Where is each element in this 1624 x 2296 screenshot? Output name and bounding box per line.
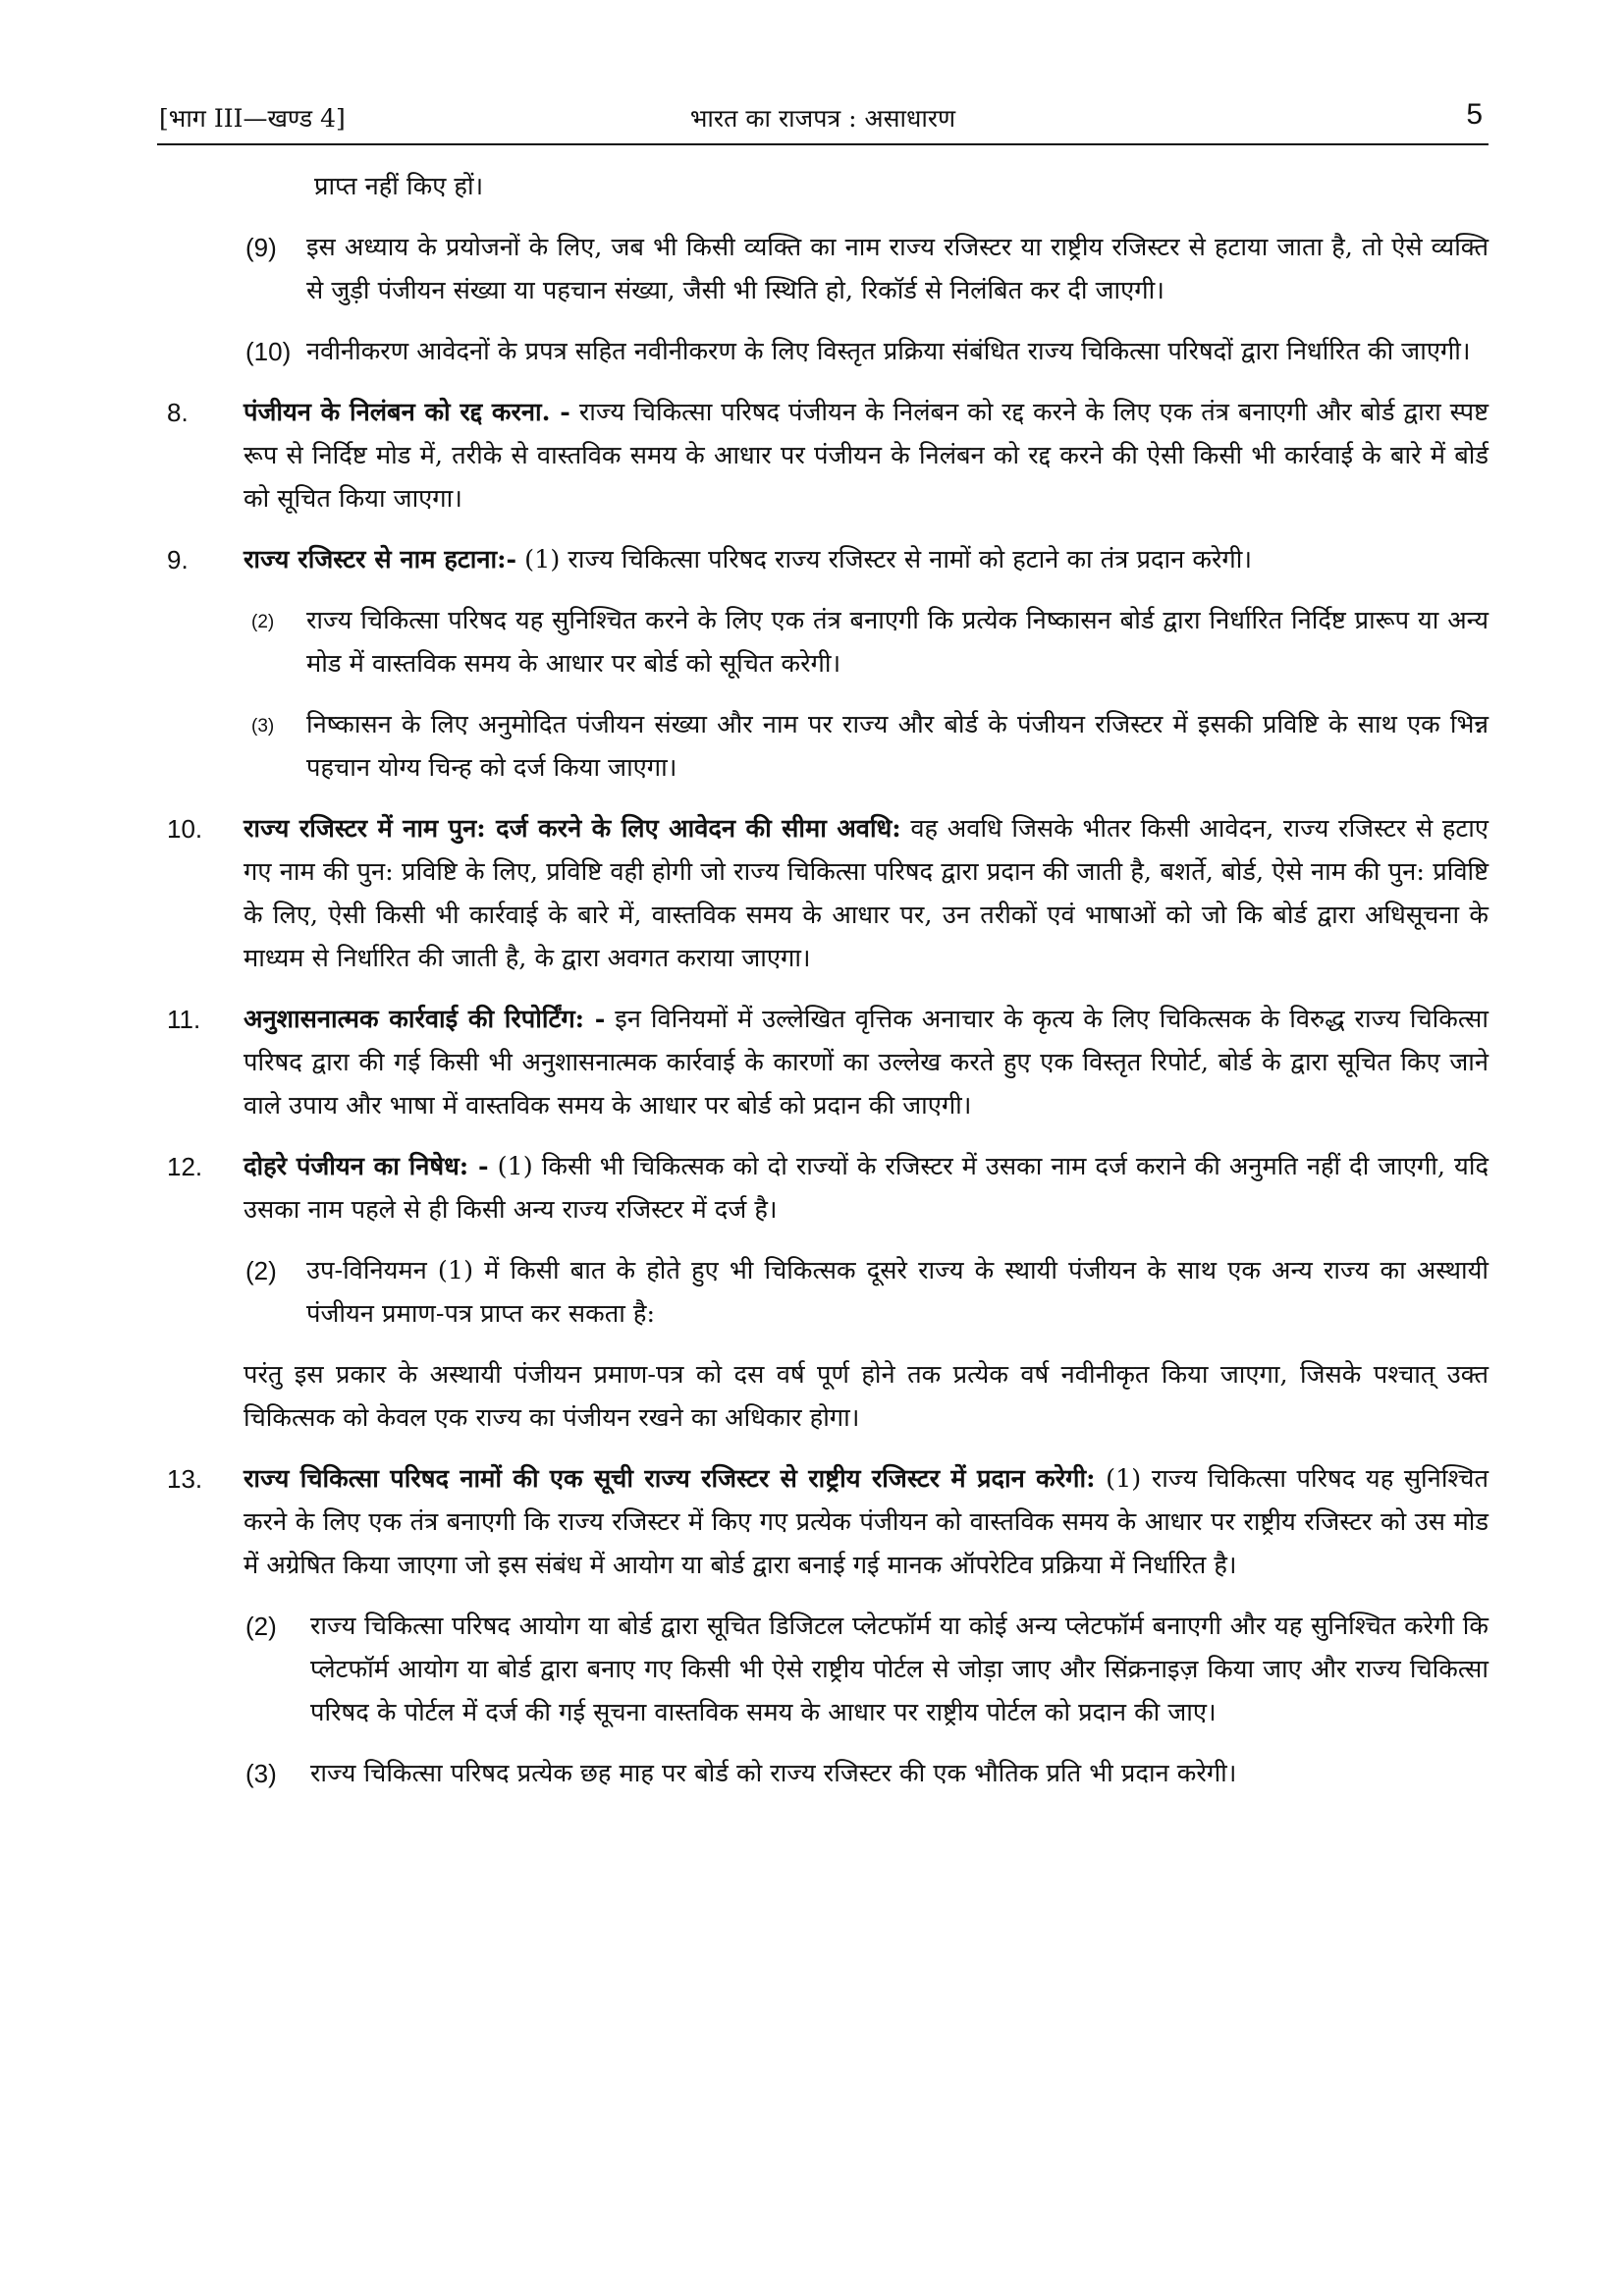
subsection-text: इस अध्याय के प्रयोजनों के लिए, जब भी किसी व्यक्ति का नाम राज्य रजिस्टर या राष्ट्रीय रजिस्टर से हटाया जाता है, तो ऐसे व्यक्ति से जुड़ी पंजीयन संख्या या पहचान संख्या, जैसी भी स्थिति हो, रिकॉर्ड से निलंबित कर दी जाएगी।	[306, 233, 1489, 305]
subsection-text: निष्कासन के लिए अनुमोदित पंजीयन संख्या और नाम पर राज्य और बोर्ड के पंजीयन रजिस्टर में इसकी प्रविष्टि के साथ एक भिन्न पहचान योग्य चिन्ह को दर्ज किया जाएगा।	[306, 710, 1489, 783]
section-heading: राज्य रजिस्टर से नाम हटाना:-	[244, 545, 517, 574]
page-number: 5	[1466, 98, 1483, 131]
section-13-sub-3	[245, 1752, 1489, 1795]
section-number: 10.	[167, 814, 203, 844]
section-8	[157, 391, 1489, 520]
subsection-number: (3)	[245, 1759, 277, 1788]
subsection-number: (3)	[251, 716, 275, 737]
section-number: 8.	[167, 398, 189, 427]
subsection-text: राज्य चिकित्सा परिषद यह सुनिश्चित करने के लिए एक तंत्र बनाएगी कि प्रत्येक निष्कासन बोर्ड द्वारा निर्धारित निर्दिष्ट प्रारूप या अन्य मोड में वास्तविक समय के आधार पर बोर्ड को सूचित करेगी।	[306, 606, 1489, 679]
section-13-sub-2	[245, 1605, 1489, 1734]
section-9	[157, 538, 1489, 581]
section-10	[157, 807, 1489, 980]
section-9-sub-2	[245, 599, 1489, 685]
section-number: 13.	[167, 1464, 203, 1494]
section-heading: दोहरे पंजीयन का निषेध: -	[244, 1152, 489, 1181]
page-header	[157, 98, 1489, 145]
section-text: (1) राज्य चिकित्सा परिषद राज्य रजिस्टर से नामों को हटाने का तंत्र प्रदान करेगी।	[516, 545, 1253, 574]
subsection-text: नवीनीकरण आवेदनों के प्रपत्र सहित नवीनीकरण के लिए विस्तृत प्रक्रिया संबंधित राज्य चिकित्सा परिषदों द्वारा निर्धारित की जाएगी।	[306, 337, 1471, 366]
continuation-text: प्राप्त नहीं किए हों।	[314, 172, 484, 201]
section-heading: अनुशासनात्मक कार्रवाई की रिपोर्टिंग: -	[244, 1005, 606, 1034]
subsection-number: (2)	[251, 612, 275, 632]
section-text: (1) राज्य चिकित्सा परिषद यह सुनिश्चित करने के लिए एक तंत्र बनाएगी कि राज्य रजिस्टर में किए गए प्रत्येक पंजीयन को वास्तविक समय के आधार पर राष्ट्रीय रजिस्टर को उस मोड में अग्रेषित किया जाएगा जो इस संबंध में आयोग या बोर्ड द्वारा बनाई गई मानक ऑपरेटिव प्रक्रिया में निर्धारित है।	[244, 1464, 1489, 1580]
subsection-text: उप-विनियमन (1) में किसी बात के होते हुए भी चिकित्सक दूसरे राज्य के स्थायी पंजीयन के साथ एक अन्य राज्य का अस्थायी पंजीयन प्रमाण-पत्र प्राप्त कर सकता है:	[306, 1256, 1489, 1329]
subsection-number: (2)	[245, 1256, 277, 1285]
section-heading: पंजीयन के निलंबन को रद्द करना. -	[244, 398, 570, 427]
section-number: 11.	[167, 1005, 201, 1034]
section-heading: राज्य चिकित्सा परिषद नामों की एक सूची राज्य रजिस्टर से राष्ट्रीय रजिस्टर में प्रदान करेगी:	[244, 1464, 1096, 1494]
section-9-sub-3	[245, 703, 1489, 790]
section-heading: राज्य रजिस्टर में नाम पुन: दर्ज करने के लिए आवेदन की सीमा अवधि:	[244, 814, 901, 844]
section-number: 9.	[167, 545, 189, 574]
subsection-9	[245, 226, 1489, 312]
section-12-sub-2	[245, 1249, 1489, 1336]
section-12	[157, 1145, 1489, 1231]
section-11	[157, 998, 1489, 1127]
section-12-proviso: परंतु इस प्रकार के अस्थायी पंजीयन प्रमाण-पत्र को दस वर्ष पूर्ण होने तक प्रत्येक वर्ष नवीनीकृत किया जाएगा, जिसके पश्चात् उक्त चिकित्सक को केवल एक राज्य का पंजीयन रखने का अधिकार होगा।	[244, 1360, 1489, 1433]
subsection-text: राज्य चिकित्सा परिषद प्रत्येक छह माह पर बोर्ड को राज्य रजिस्टर की एक भौतिक प्रति भी प्रदान करेगी।	[310, 1759, 1237, 1788]
subsection-number: (9)	[245, 233, 277, 262]
subsection-10	[245, 330, 1489, 373]
section-13	[157, 1457, 1489, 1587]
document-body	[157, 165, 1489, 1813]
section-text: (1) किसी भी चिकित्सक को दो राज्यों के रजिस्टर में उसका नाम दर्ज कराने की अनुमति नहीं दी जाएगी, यदि उसका नाम पहले से ही किसी अन्य राज्य रजिस्टर में दर्ज है।	[244, 1152, 1489, 1225]
section-text: वह अवधि जिसके भीतर किसी आवेदन, राज्य रजिस्टर से हटाए गए नाम की पुन: प्रविष्टि के लिए, प्रविष्टि वही होगी जो राज्य चिकित्सा परिषद द्वारा प्रदान की जाती है, बशर्ते, बोर्ड, ऐसे नाम की पुन: प्रविष्टि के लिए, ऐसी किसी भी कार्रवाई के बारे में, वास्तविक समय के आधार पर, उन तरीकों एवं भाषाओं को जो कि बोर्ड द्वारा अधिसूचना के माध्यम से निर्धारित की जाती है, के द्वारा अवगत कराया जाएगा।	[244, 814, 1489, 973]
subsection-number: (10)	[245, 337, 292, 366]
header-part-section: [भाग III—खण्ड 4]	[159, 104, 346, 133]
header-gazette-title: भारत का राजपत्र : असाधारण	[689, 104, 956, 133]
section-text: राज्य चिकित्सा परिषद पंजीयन के निलंबन को रद्द करने के लिए एक तंत्र बनाएगी और बोर्ड द्वारा स्पष्ट रूप से निर्दिष्ट मोड में, तरीके से वास्तविक समय के आधार पर पंजीयन के निलंबन को रद्द करने की ऐसी किसी भी कार्रवाई के बारे में बोर्ड को सूचित किया जाएगा।	[244, 398, 1489, 514]
section-text: इन विनियमों में उल्लेखित वृत्तिक अनाचार के कृत्य के लिए चिकित्सक के विरुद्ध राज्य चिकित्सा परिषद द्वारा की गई किसी भी अनुशासनात्मक कार्रवाई के कारणों का उल्लेख करते हुए एक विस्तृत रिपोर्ट, बोर्ड के द्वारा सूचित किए जाने वाले उपाय और भाषा में वास्तविक समय के आधार पर बोर्ड को प्रदान की जाएगी।	[244, 1005, 1489, 1121]
subsection-number: (2)	[245, 1612, 277, 1641]
section-number: 12.	[167, 1152, 203, 1181]
subsection-text: राज्य चिकित्सा परिषद आयोग या बोर्ड द्वारा सूचित डिजिटल प्लेटफॉर्म या कोई अन्य प्लेटफॉर्म बनाएगी और यह सुनिश्चित करेगी कि प्लेटफॉर्म आयोग या बोर्ड द्वारा बनाए गए किसी भी ऐसे राष्ट्रीय पोर्टल से जोड़ा जाए और सिंक्रनाइज़ किया जाए और राज्य चिकित्सा परिषद के पोर्टल में दर्ज की गई सूचना वास्तविक समय के आधार पर राष्ट्रीय पोर्टल को प्रदान की जाए।	[310, 1612, 1489, 1727]
